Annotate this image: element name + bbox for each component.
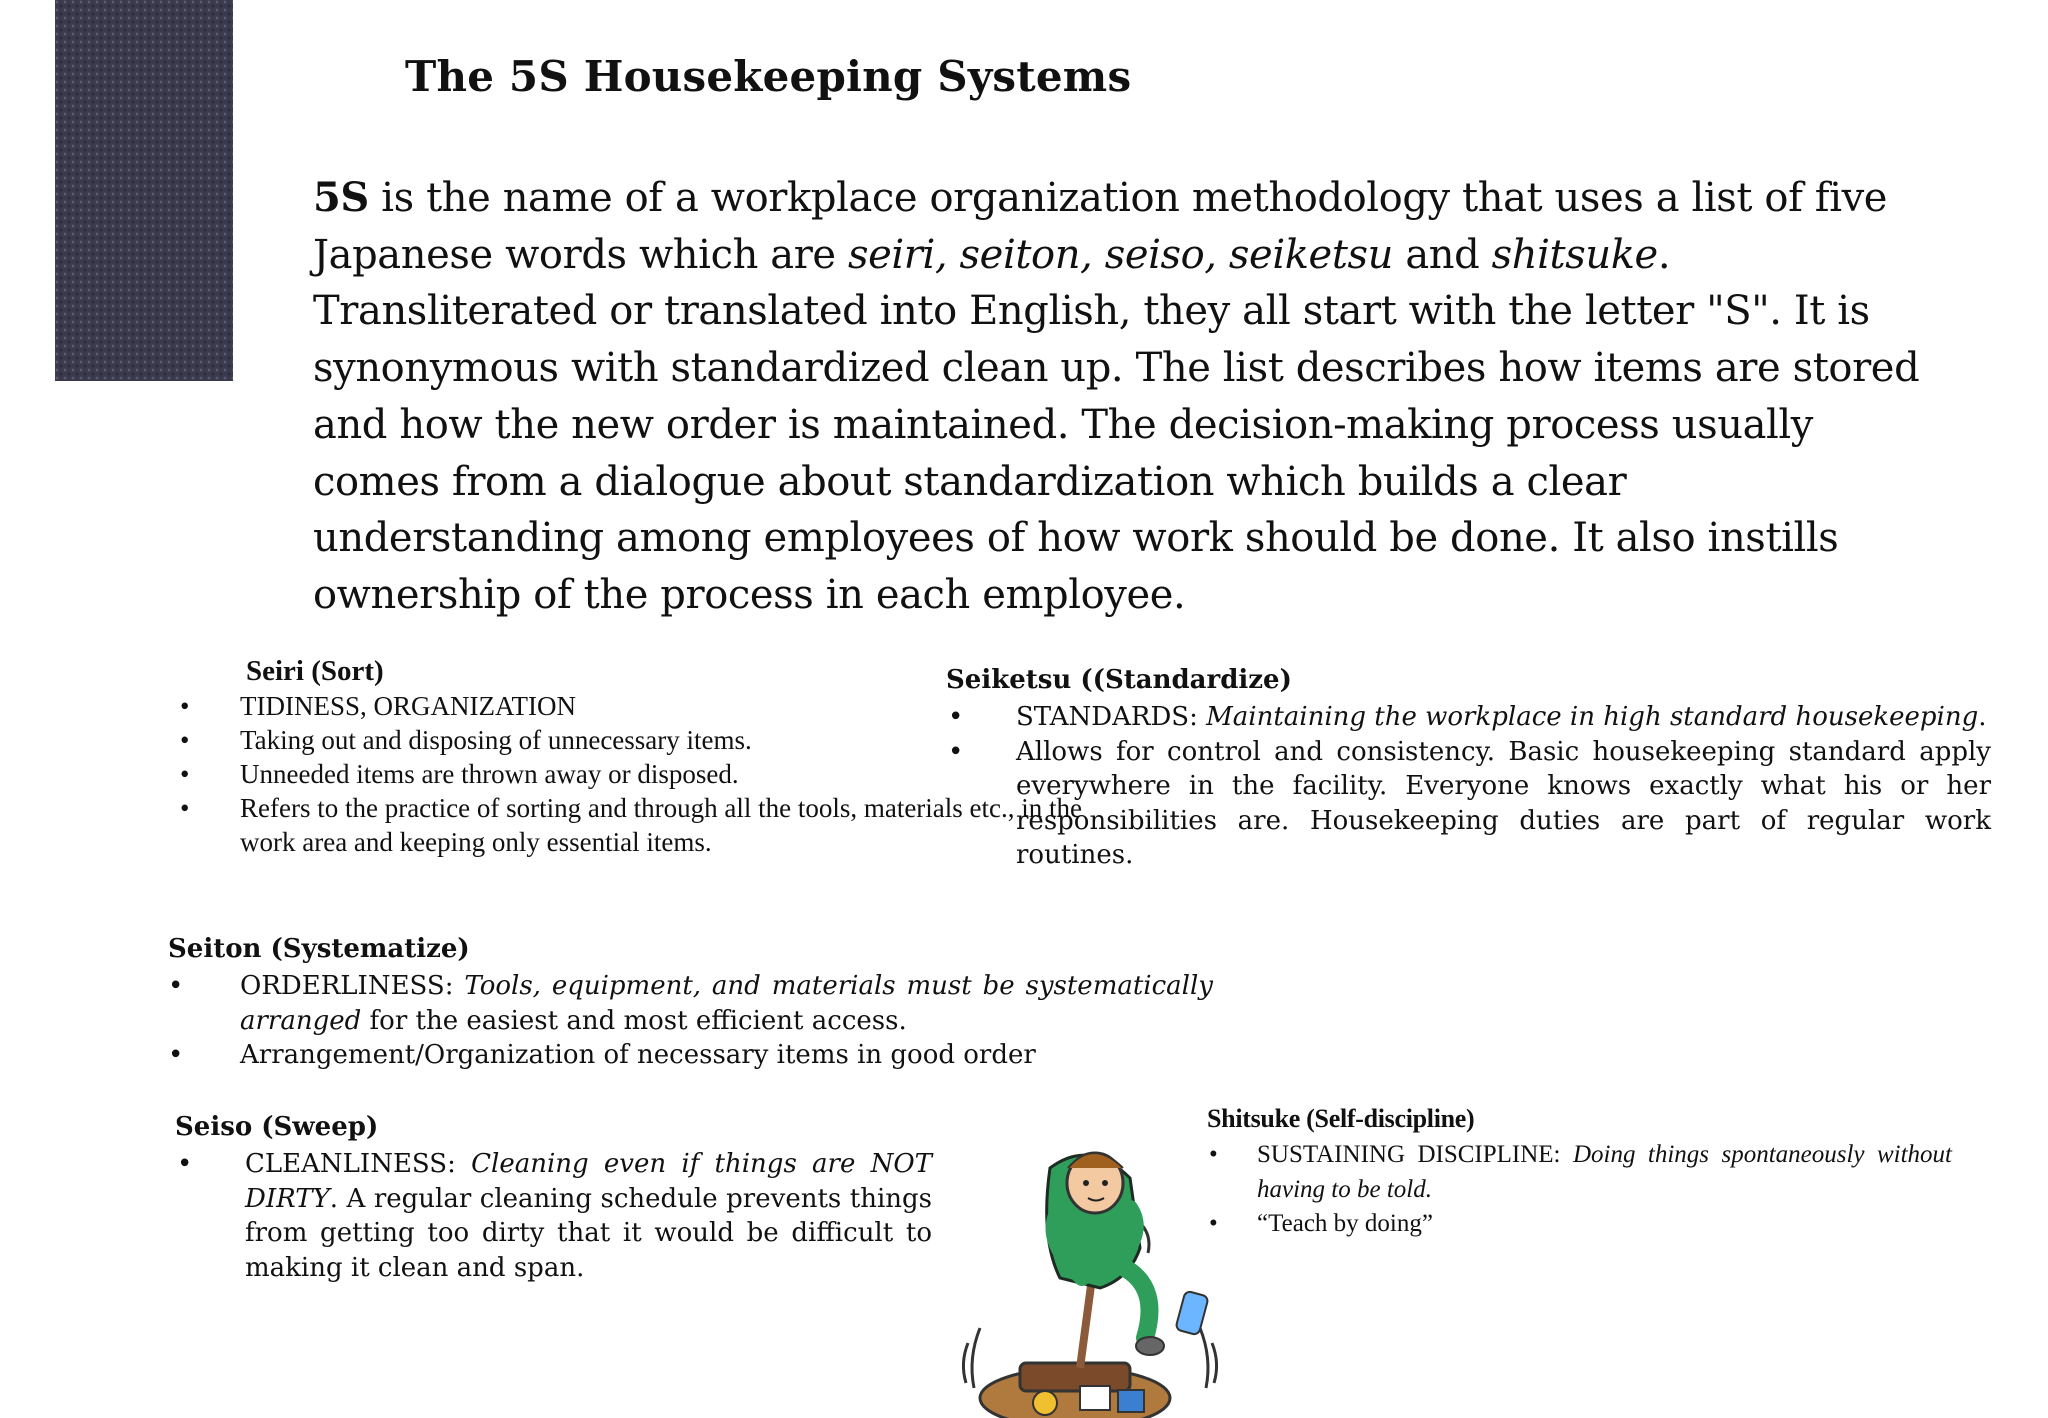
seiso-list (175, 1147, 932, 1285)
list-item-text: TIDINESS, ORGANIZATION (240, 691, 576, 721)
intro-words: seiri, seiton, seiso, seiketsu (848, 231, 1393, 278)
bullet-icon: • (1209, 1141, 1218, 1168)
seiso-heading: Seiso (Sweep) (175, 1112, 379, 1142)
list-item-text: Taking out and disposing of unnecessary items. (240, 725, 752, 755)
intro-last-word: shitsuke (1491, 231, 1658, 278)
list-item-lead: CLEANLINESS: (245, 1149, 472, 1179)
intro-paragraph (313, 170, 1923, 624)
bullet-icon: • (948, 736, 964, 767)
list-item (946, 700, 1991, 735)
bullet-icon: • (180, 691, 190, 721)
list-item (1207, 1207, 1952, 1242)
list-item (946, 735, 1991, 873)
list-item-end: . (1978, 702, 1987, 732)
seiketsu-list (946, 700, 1991, 873)
list-item-text: Refers to the practice of sorting and through all the tools, materials etc., in the work area and keeping only essential items. (240, 793, 1082, 857)
list-item-text: Allows for control and consistency. Basic housekeeping standard apply everywhere in the facility. Everyone knows exactly what his or her responsibilities are. Housekeeping duties are part of regular work routines. (1016, 736, 1991, 870)
decorative-pattern-block (55, 0, 233, 381)
sweeping-worker-illustration (950, 1128, 1230, 1418)
seiton-heading: Seiton (Systematize) (168, 934, 470, 964)
list-item-italic: Cleaning even if things are NOT DIRTY (245, 1149, 932, 1214)
list-item-text: “Teach by doing” (1257, 1210, 1433, 1237)
bullet-icon: • (180, 725, 190, 755)
list-item-text: Arrangement/Organization of necessary items in good order (240, 1040, 1036, 1070)
list-item-italic: Maintaining the workplace in high standard housekeeping (1206, 702, 1979, 732)
intro-text-2: . Transliterated or translated into English, they all start with the letter "S". It is synonymous with standardized clean up. The list describes how items are stored and how the new order is maintained. The decision-making process usually comes from a dialogue about standardization which builds a clear understanding among employees of how work should be done. It also instills ownership of the process in each employee. (313, 231, 1920, 618)
intro-and: and (1393, 231, 1492, 278)
bullet-icon: • (168, 971, 184, 1001)
seiketsu-heading: Seiketsu ((Standardize) (946, 665, 1292, 695)
list-item-lead: STANDARDS: (1016, 702, 1207, 732)
bullet-icon: • (177, 1149, 193, 1179)
list-item-italic: Doing things spontaneously without having to be told. (1257, 1141, 1952, 1203)
seiton-list (168, 969, 1213, 1073)
list-item (168, 1038, 1213, 1073)
bullet-icon: • (948, 702, 964, 732)
list-item-lead: SUSTAINING DISCIPLINE: (1257, 1141, 1573, 1168)
bullet-icon: • (180, 759, 190, 789)
page-title: The 5S Housekeeping Systems (405, 52, 1132, 101)
intro-text-1: is the name of a workplace organization methodology that uses a list of five Japanese words which are (313, 175, 1888, 278)
list-item-lead: ORDERLINESS: (240, 971, 465, 1001)
list-item-italic: Tools, equipment, and materials must be systematically arranged (240, 971, 1213, 1036)
bullet-icon: • (168, 1040, 184, 1070)
bullet-icon: • (1209, 1210, 1218, 1237)
shitsuke-list (1207, 1138, 1952, 1242)
list-item-end: for the easiest and most efficient access. (361, 1005, 907, 1036)
seiri-heading: Seiri (Sort) (246, 655, 384, 687)
list-item (175, 1147, 932, 1285)
list-item (168, 969, 1213, 1038)
list-item-text: Unneeded items are thrown away or disposed. (240, 759, 739, 789)
bullet-icon: • (180, 793, 190, 823)
shitsuke-heading: Shitsuke (Self-discipline) (1207, 1104, 1475, 1133)
list-item (1207, 1138, 1952, 1207)
list-item-end: . A regular cleaning schedule prevents things from getting too dirty that it would be difficult to making it clean and span. (245, 1183, 932, 1283)
intro-term: 5S (313, 174, 369, 221)
